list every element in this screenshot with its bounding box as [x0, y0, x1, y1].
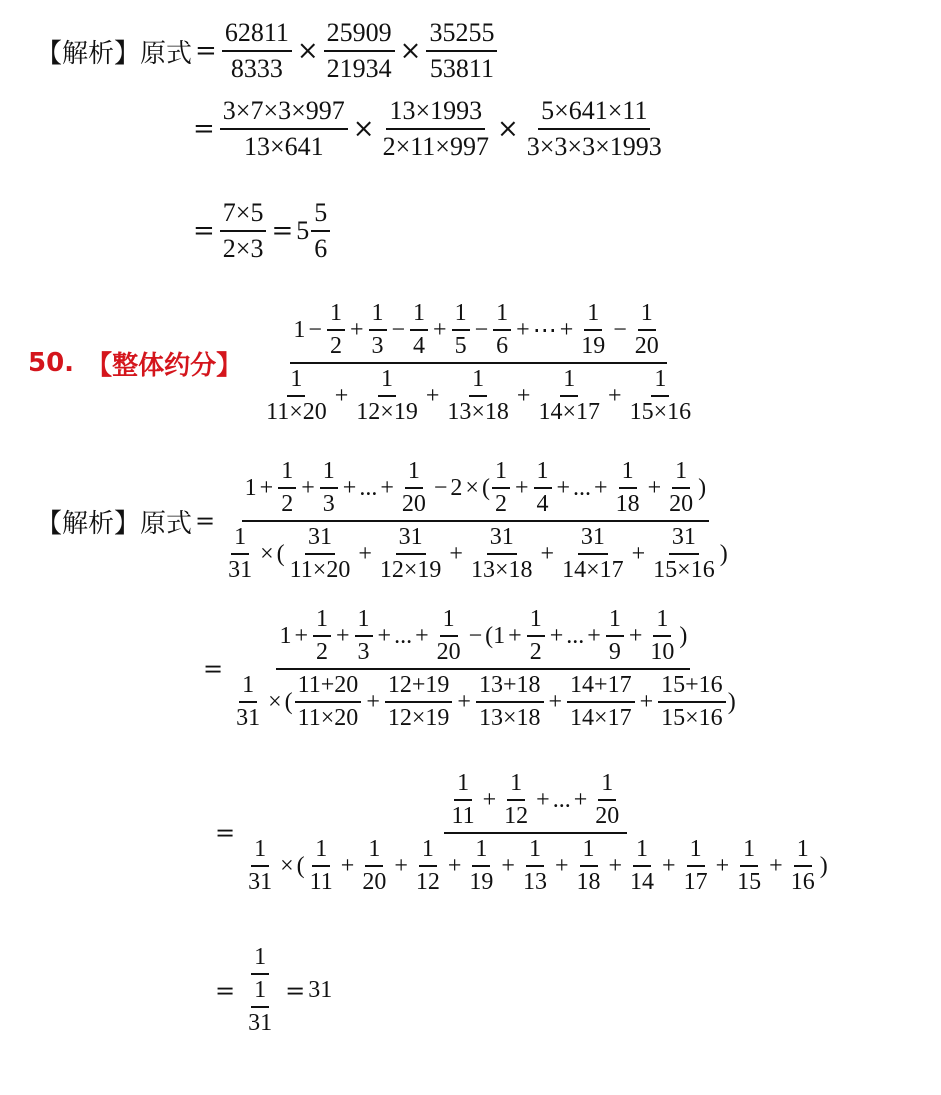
fraction: $\frac{13\times 1993}{2\times 11\times 997}$ — [382, 96, 489, 161]
main-fraction: 1 − $\frac{1}{2}$ + $\frac{1}{3}$ − $\frac{1}{4}$ + $\frac{1}{5}$ − $\frac{1}{6}$ + ⋯ + $\frac{1}{19}$ − $\frac{1}{20}$ $\frac{1}{11\times 20}$ + $\frac{1}{12\times 19}$ + $\frac{1}{13\times 18}$ + $\frac{1}{14\times 17}$ + $\frac{1}{15\times 16}$ — [266, 300, 692, 425]
sol50-step2: = 1 + $\frac{1}{2}$ + $\frac{1}{3}$ + ... + $\frac{1}{20}$ − ( 1 + $\frac{1}{2}$ + ... + $\frac{1}{9}$ + $\frac{1}{10}$ ) $\frac{1}{31}$ × ( $\frac{11+20}{11\times 20}$ + $\frac{12+19}{12\times 19}$ + $\frac{13+18}{13\times 18}$ + $\frac{14+17}{14\times 17}$ + $\frac{15+16}{15\times 16}$ ) — [200, 606, 741, 732]
analysis-label: 【解析】原式 — [36, 38, 193, 69]
sol49-line3: = $\frac{7\times 5}{2\times 3}$ = 5 $\frac{5}{6}$ — [190, 198, 332, 264]
fraction: $\frac{7\times 5}{2\times 3}$ — [220, 198, 267, 264]
fraction: $\frac{5}{6}$ — [311, 198, 330, 264]
sol50-step4: = $\frac{1}{\frac{1}{31}}$ = 31 — [215, 944, 333, 1036]
problem-50 — [28, 300, 701, 426]
fraction: $\frac{3\times 7\times 3\times 997}{13\times 641}$ — [220, 96, 348, 162]
fraction: 1 + $\frac{1}{2}$ + $\frac{1}{3}$ + ... + $\frac{1}{20}$ − ( 1 + $\frac{1}{2}$ + ... + $\frac{1}{9}$ + $\frac{1}{10}$ ) $\frac{1}{31}$ × ( $\frac{11+20}{11\times 20}$ + $\frac{12+19}{12\times 19}$ + $\frac{13+18}{13\times 18}$ + $\frac{14+17}{14\times 17}$ + $\frac{15+16}{15\times 16}$ ) — [236, 606, 736, 731]
sol50-step1: 【解析】原式 = 1 + $\frac{1}{2}$ + $\frac{1}{3}$ + ... + $\frac{1}{20}$ − 2 × ( $\frac{1}{2}$ + $\frac{1}{4}$ + ... + $\frac{1}{18}$ + $\frac{1}{20}$ ) $\frac{1}{31}$ × ( $\frac{31}{11\times 20}$ + $\frac{31}{12\times 19}$ + $\frac{31}{13\times 18}$ + $\frac{31}{14\times 17}$ + $\frac{31}{15\times 16}$ ) — [36, 458, 733, 584]
fraction: $\frac{35255}{53811}$ — [426, 18, 497, 84]
fraction: $\frac{1}{11}$ + $\frac{1}{12}$ + ... + $\frac{1}{20}$ $\frac{1}{31}$ × ( $\frac{1}{11}$ + $\frac{1}{20}$ + $\frac{1}{12}$ + $\frac{1}{19}$ + $\frac{1}{13}$ + $\frac{1}{18}$ + $\frac{1}{14}$ + $\frac{1}{17}$ + $\frac{1}{15}$ + $\frac{1}{16}$ ) — [248, 770, 828, 895]
fraction: $\frac{25909}{21934}$ — [324, 18, 395, 84]
sol49-line1: 【解析】原式 = $\frac{62811}{8333}$ × $\frac{25909}{21934}$ × $\frac{35255}{53811}$ — [36, 18, 499, 84]
fraction: 1 + $\frac{1}{2}$ + $\frac{1}{3}$ + ... + $\frac{1}{20}$ − 2 × ( $\frac{1}{2}$ + $\frac{1}{4}$ + ... + $\frac{1}{18}$ + $\frac{1}{20}$ ) $\frac{1}{31}$ × ( $\frac{31}{11\times 20}$ + $\frac{31}{12\times 19}$ + $\frac{31}{13\times 18}$ + $\frac{31}{14\times 17}$ + $\frac{31}{15\times 16}$ ) — [228, 458, 728, 583]
fraction: $\frac{1}{\frac{1}{31}}$ — [248, 944, 273, 1036]
fraction: $\frac{62811}{8333}$ — [222, 18, 292, 84]
sol50-step3: = $\frac{1}{11}$ + $\frac{1}{12}$ + ... + $\frac{1}{20}$ $\frac{1}{31}$ × ( $\frac{1}{11}$ + $\frac{1}{20}$ + $\frac{1}{12}$ + $\frac{1}{19}$ + $\frac{1}{13}$ + $\frac{1}{18}$ + $\frac{1}{14}$ + $\frac{1}{17}$ + $\frac{1}{15}$ + $\frac{1}{16}$ ) — [212, 770, 833, 896]
problem-method: 【整体约分】 — [86, 350, 243, 381]
sol49-line2: = $\frac{3\times 7\times 3\times 997}{13\times 641}$ × $\frac{13\times 1993}{2\times 11\times 997}$ × $\frac{5\times 641\times 11}{3\times 3\times 3\times 1993}$ — [190, 96, 667, 162]
problem-number: 50. — [28, 348, 75, 378]
final-result: 31 — [308, 977, 333, 1003]
fraction: $\frac{5\times 641\times 11}{3\times 3\times 3\times 1993}$ — [526, 96, 662, 161]
